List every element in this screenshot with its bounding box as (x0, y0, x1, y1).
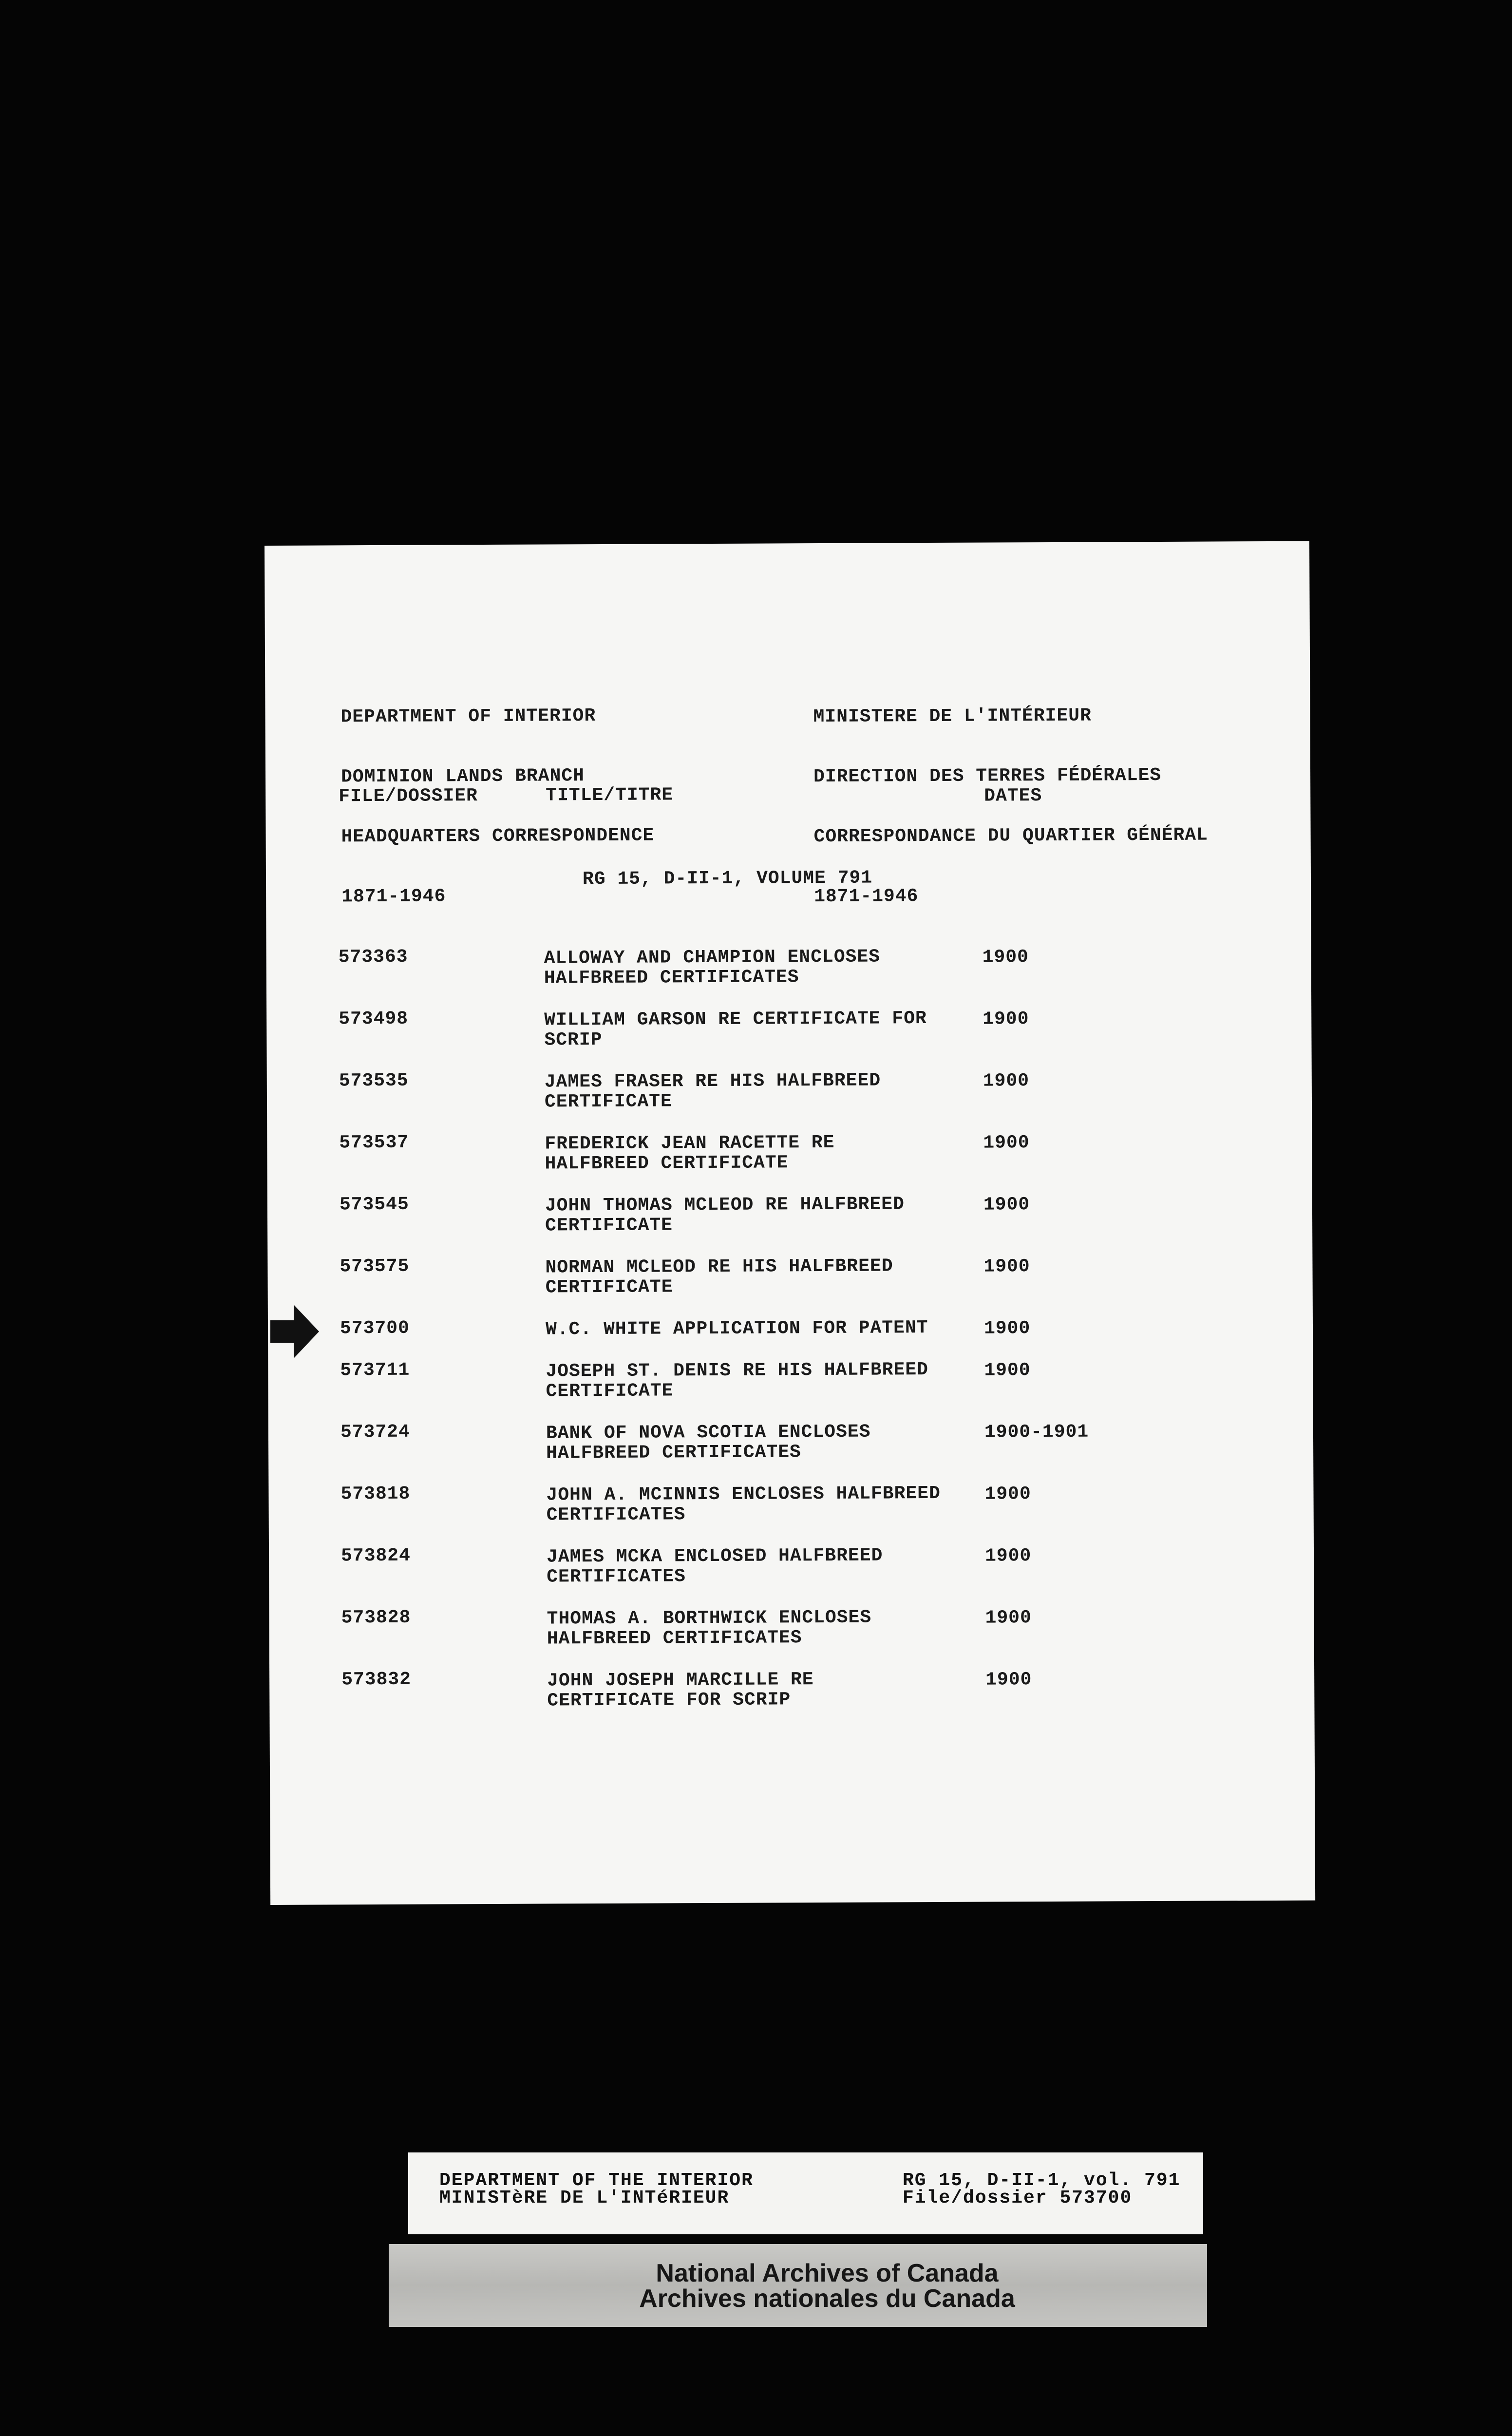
file-date: 1900 (984, 1545, 1032, 1567)
file-date: 1900 (984, 1484, 1031, 1505)
file-title: JOHN JOSEPH MARCILLE RE CERTIFICATE FOR SCRIP (547, 1669, 814, 1712)
list-item (269, 1604, 1315, 1667)
file-title: BANK OF NOVA SCOTIA ENCLOSES HALFBREED CERTIFICATES (546, 1421, 871, 1464)
file-number: 573545 (339, 1194, 409, 1216)
list-item (269, 1666, 1315, 1729)
file-title: W.C. WHITE APPLICATION FOR PATENT (545, 1317, 928, 1340)
header-en-line: DEPARTMENT OF INTERIOR (340, 705, 596, 728)
strip-department: DEPARTMENT OF THE INTERIOR MINISTèRE DE L'INTéRIEUR (439, 2170, 754, 2208)
list-item (267, 1067, 1312, 1130)
file-number: 573700 (340, 1317, 410, 1339)
column-label-dates: DATES (984, 785, 1042, 807)
list-item (268, 1356, 1313, 1419)
column-label-title: TITLE/TITRE (546, 784, 674, 806)
file-number: 573828 (341, 1607, 411, 1629)
archives-name-english: National Archives of Canada (656, 2259, 999, 2287)
file-number: 573818 (340, 1483, 411, 1505)
file-number: 573498 (339, 1008, 409, 1030)
list-item (266, 943, 1312, 1006)
file-title: JOSEPH ST. DENIS RE HIS HALFBREED CERTIFICATE (546, 1359, 929, 1402)
file-number: 573535 (339, 1070, 409, 1092)
header-en-line: HEADQUARTERS CORRESPONDENCE (341, 825, 655, 848)
column-label-file: FILE/DOSSIER (339, 785, 478, 807)
file-title: THOMAS A. BORTHWICK ENCLOSES HALFBREED CERTIFICATES (547, 1607, 872, 1650)
file-number: 573575 (340, 1256, 410, 1277)
file-number: 573363 (338, 946, 408, 968)
archives-banner (389, 2244, 1207, 2327)
file-date: 1900 (983, 1132, 1030, 1154)
file-number: 573711 (340, 1359, 410, 1381)
header-fr-line: CORRESPONDANCE DU QUARTIER GÉNÉRAL (813, 824, 1209, 848)
file-title: FREDERICK JEAN RACETTE RE HALFBREED CERTIFICATE (545, 1132, 835, 1175)
file-date: 1900 (983, 1009, 1029, 1030)
file-number: 573832 (341, 1669, 412, 1691)
file-date: 1900 (983, 1194, 1030, 1216)
list-item (267, 1129, 1312, 1192)
list-item (269, 1542, 1314, 1605)
header-fr-line: DIRECTION DES TERRES FÉDÉRALES (813, 764, 1162, 788)
file-title: JOHN A. MCINNIS ENCLOSES HALFBREED CERTIFICATES (546, 1483, 941, 1526)
strip-reference: RG 15, D-II-1, vol. 791 File/dossier 573700 (903, 2170, 1181, 2208)
document-sheet (265, 541, 1315, 1905)
volume-reference: RG 15, D-II-1, VOLUME 791 (582, 867, 873, 890)
file-date: 1900 (985, 1607, 1032, 1629)
file-date: 1900 (983, 1256, 1030, 1277)
file-date: 1900-1901 (984, 1421, 1089, 1443)
microfilm-label-strip (408, 2152, 1203, 2234)
right-arrow-icon (270, 1305, 319, 1358)
header-en-line: DOMINION LANDS BRANCH (340, 765, 585, 788)
header-en-line: 1871-1946 (341, 886, 446, 908)
archives-name-french: Archives nationales du Canada (639, 2284, 1015, 2313)
list-item (267, 1191, 1313, 1254)
file-number: 573824 (340, 1545, 411, 1567)
file-number: 573537 (339, 1132, 409, 1154)
file-title: JAMES FRASER RE HIS HALFBREED CERTIFICATE (544, 1070, 881, 1113)
file-title: ALLOWAY AND CHAMPION ENCLOSES HALFBREED CERTIFICATES (544, 946, 881, 989)
header-fr-line: 1871-1946 (814, 886, 919, 908)
file-title: NORMAN MCLEOD RE HIS HALFBREED CERTIFICATE (545, 1256, 893, 1298)
file-date: 1900 (983, 1070, 1030, 1092)
list-item (268, 1418, 1314, 1481)
file-title: JOHN THOMAS MCLEOD RE HALFBREED CERTIFICATE (545, 1194, 905, 1237)
file-date: 1900 (984, 1360, 1031, 1381)
file-date: 1900 (982, 947, 1029, 968)
file-number: 573724 (340, 1421, 410, 1443)
archives-name (627, 2261, 1027, 2311)
file-date: 1900 (983, 1318, 1031, 1339)
file-title: JAMES MCKA ENCLOSED HALFBREED CERTIFICATES (546, 1545, 883, 1588)
list-item (266, 1005, 1312, 1068)
file-title: WILLIAM GARSON RE CERTIFICATE FOR SCRIP (544, 1008, 927, 1051)
list-item (267, 1253, 1313, 1315)
list-item (268, 1480, 1314, 1543)
header-fr-line: MINISTERE DE L'INTÉRIEUR (813, 705, 1092, 728)
file-date: 1900 (985, 1669, 1032, 1691)
